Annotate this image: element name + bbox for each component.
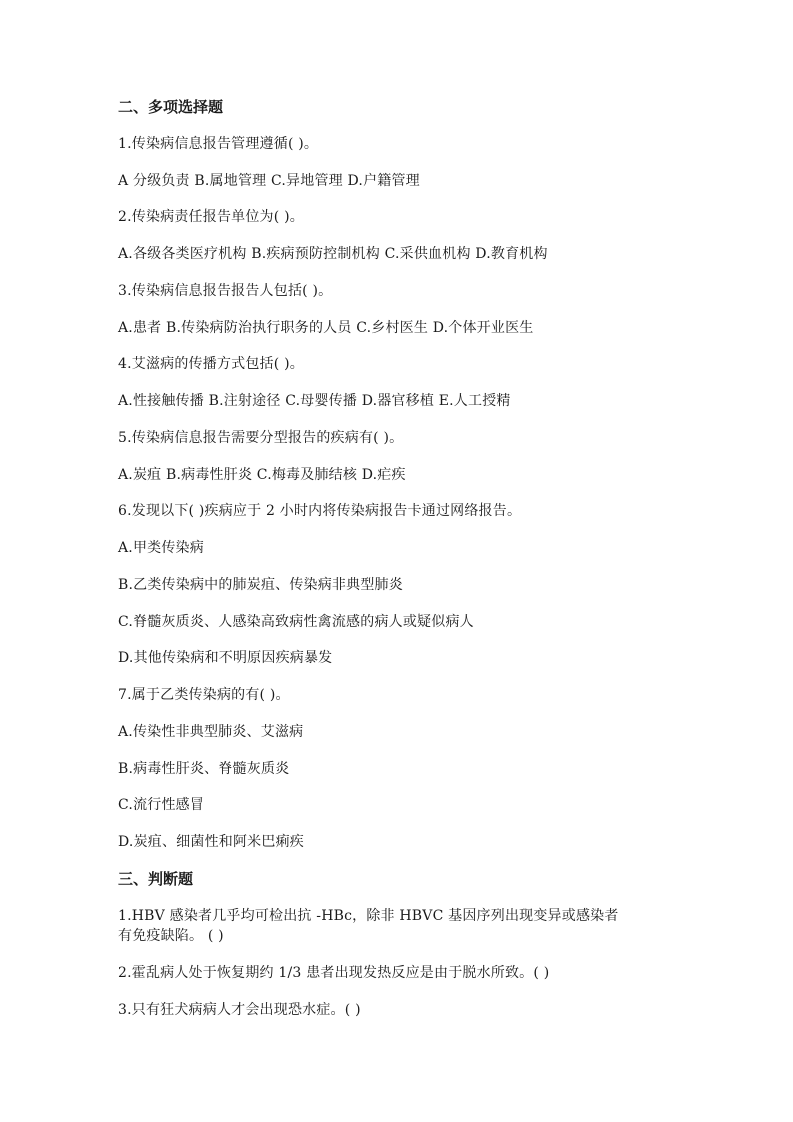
question-7-option-c: C.流行性感冒 (118, 797, 205, 813)
question-1: 1.传染病信息报告管理遵循( )。 (118, 136, 319, 152)
question-4-options: A.性接触传播 B.注射途径 C.母婴传播 D.器官移植 E.人工授精 (118, 393, 511, 409)
question-7: 7.属于乙类传染病的有( )。 (118, 687, 290, 703)
question-1-options: A 分级负责 B.属地管理 C.异地管理 D.户籍管理 (118, 173, 420, 189)
question-6: 6.发现以下( )疾病应于 2 小时内将传染病报告卡通过网络报告。 (118, 503, 522, 519)
judgment-question-2: 2.霍乱病人处于恢复期约 1/3 患者出现发热反应是由于脱水所致。( ) (118, 965, 550, 981)
question-2: 2.传染病责任报告单位为( )。 (118, 209, 304, 225)
judgment-question-3: 3.只有狂犬病病人才会出现恐水症。( ) (118, 1002, 361, 1018)
question-6-option-b: B.乙类传染病中的肺炭疽、传染病非典型肺炎 (118, 577, 403, 593)
judgment-question-1 (118, 906, 678, 946)
question-3-options: A.患者 B.传染病防治执行职务的人员 C.乡村医生 D.个体开业医生 (118, 320, 534, 336)
question-2-options: A.各级各类医疗机构 B.疾病预防控制机构 C.采供血机构 D.教育机构 (118, 246, 548, 262)
question-6-option-d: D.其他传染病和不明原因疾病暴发 (118, 650, 333, 666)
question-7-option-a: A.传染性非典型肺炎、艾滋病 (118, 724, 304, 740)
judgment-question-1-line-1: 1.HBV 感染者几乎均可检出抗 -HBc，除非 HBVC 基因序列出现变异或感染者 (118, 908, 619, 924)
section-heading-true-false: 三、判断题 (118, 870, 194, 888)
question-5-options: A.炭疽 B.病毒性肝炎 C.梅毒及肺结核 D.疟疾 (118, 467, 406, 483)
question-4: 4.艾滋病的传播方式包括( )。 (118, 356, 304, 372)
question-5: 5.传染病信息报告需要分型报告的疾病有( )。 (118, 430, 404, 446)
question-6-option-a: A.甲类传染病 (118, 540, 204, 556)
question-7-option-b: B.病毒性肝炎、脊髓灰质炎 (118, 761, 290, 777)
section-heading-multiple-choice: 二、多项选择题 (118, 98, 224, 116)
question-7-option-d: D.炭疽、细菌性和阿米巴痢疾 (118, 834, 304, 850)
question-6-option-c: C.脊髓灰质炎、人感染高致病性禽流感的病人或疑似病人 (118, 614, 474, 630)
question-3: 3.传染病信息报告报告人包括( )。 (118, 283, 333, 299)
judgment-question-1-line-2: 有免疫缺陷。 ( ) (118, 928, 224, 944)
